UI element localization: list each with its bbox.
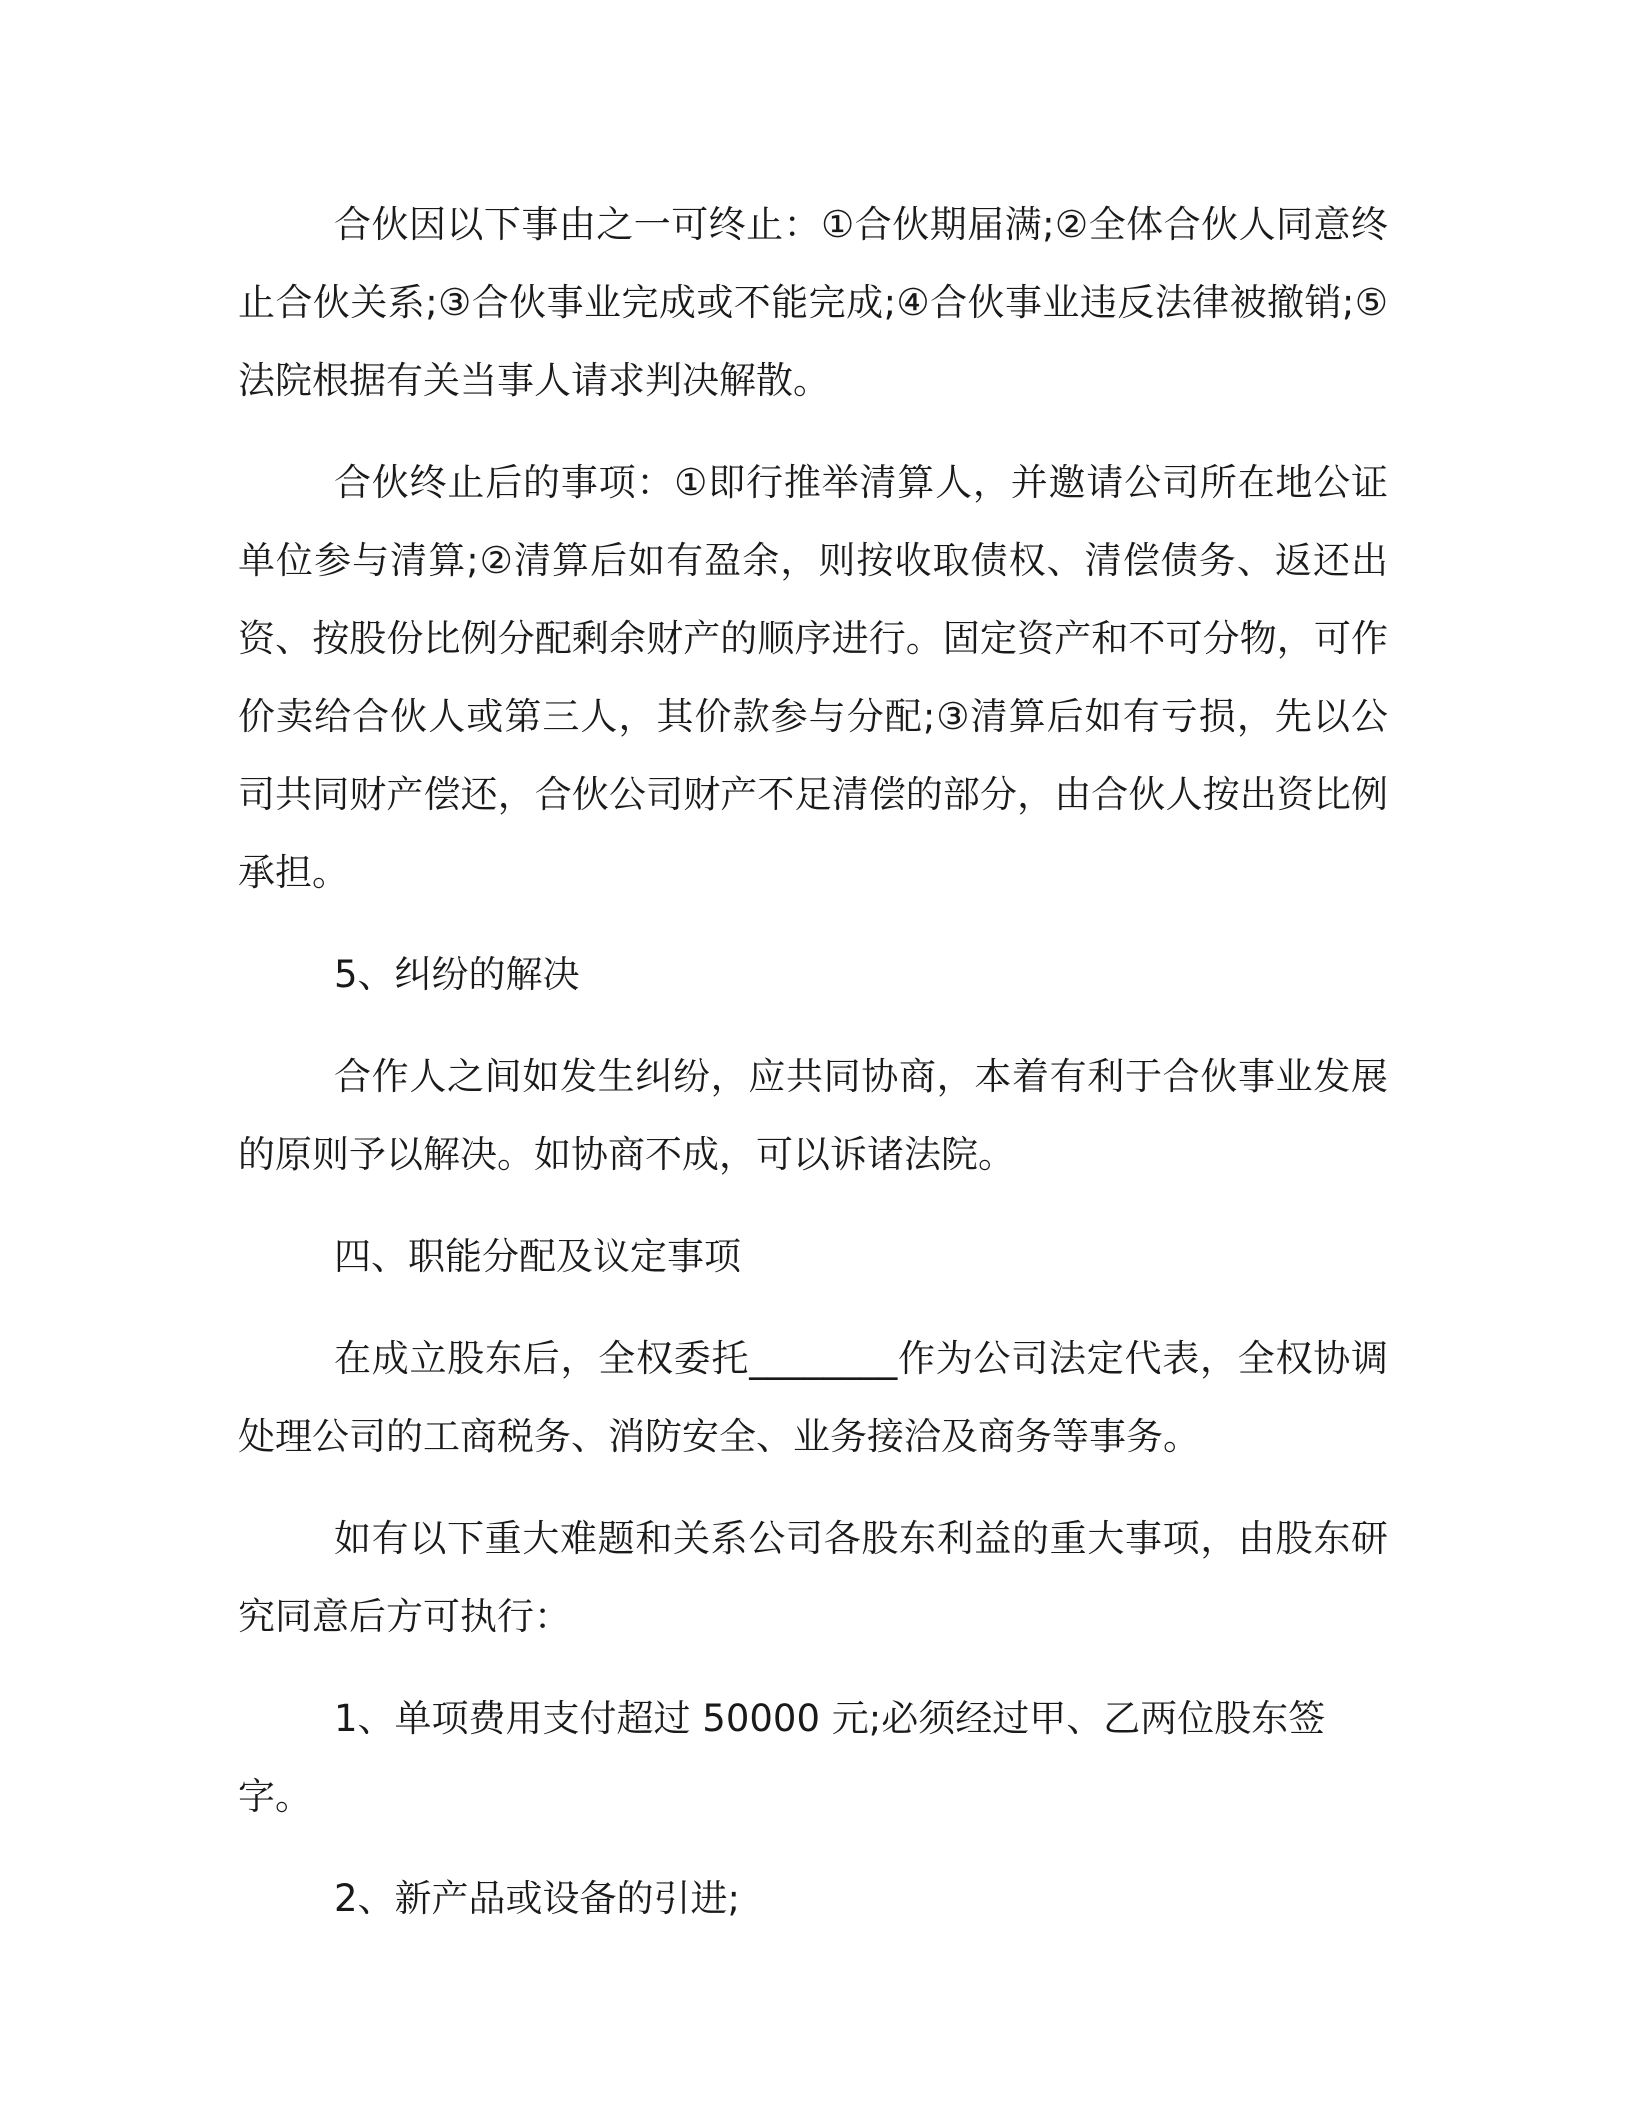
paragraph-legal-representative: 在成立股东后，全权委托________作为公司法定代表，全权协调处理公司的工商税务、消防安全、业务接洽及商务等事务。 [238, 1337, 1388, 1458]
paragraph-dispute-resolution: 合作人之间如发生纠纷，应共同协商，本着有利于合伙事业发展的原则予以解决。如协商不成，可以诉诸法院。 [238, 1055, 1388, 1176]
paragraph-major-matters-intro: 如有以下重大难题和关系公司各股东利益的重大事项，由股东研究同意后方可执行： [238, 1517, 1388, 1638]
list-item-new-products: 2、新产品或设备的引进; [334, 1877, 741, 1920]
section-heading-dispute-resolution: 5、纠纷的解决 [334, 953, 580, 996]
paragraph-post-termination-matters: 合伙终止后的事项：①即行推举清算人，并邀请公司所在地公证单位参与清算;②清算后如有盈余，则按收取债权、清偿债务、返还出资、按股份比例分配剩余财产的顺序进行。固定资产和不可分物，可作价卖给合伙人或第三人，其价款参与分配;③清算后如有亏损，先以公司共同财产偿还，合伙公司财产不足清偿的部分，由合伙人按出资比例承担。 [238, 461, 1388, 894]
section-heading-duties-allocation: 四、职能分配及议定事项 [334, 1235, 741, 1278]
document-body [238, 186, 1388, 1962]
list-item-expense-limit: 1、单项费用支付超过 50000 元;必须经过甲、乙两位股东签字。 [238, 1697, 1326, 1818]
paragraph-termination-causes: 合伙因以下事由之一可终止：①合伙期届满;②全体合伙人同意终止合伙关系;③合伙事业完成或不能完成;④合伙事业违反法律被撤销;⑤法院根据有关当事人请求判决解散。 [238, 203, 1388, 402]
